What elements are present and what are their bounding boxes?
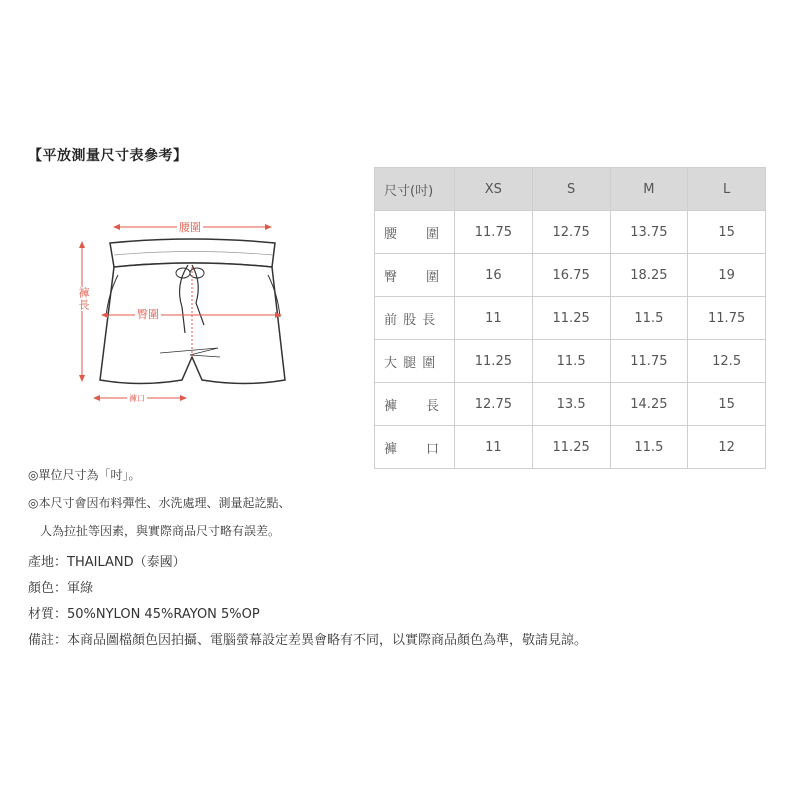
table-cell: 11.25 <box>532 426 610 469</box>
origin-text: 產地：THAILAND（泰國） <box>28 555 186 570</box>
header-xs: XS <box>455 168 533 211</box>
note-unit: ◎單位尺寸為「吋」。 <box>28 468 141 482</box>
table-cell: 15 <box>688 211 766 254</box>
note-variance-cont: 人為拉扯等因素，與實際商品尺寸略有誤差。 <box>28 524 281 538</box>
table-cell: 13.75 <box>610 211 688 254</box>
table-row <box>375 340 766 383</box>
row-label: 褲 口 <box>375 426 455 469</box>
table-cell: 12 <box>688 426 766 469</box>
table-cell: 16.75 <box>532 254 610 297</box>
size-table-header <box>375 168 766 211</box>
size-chart-heading: 【平放測量尺寸表參考】 <box>28 148 188 164</box>
product-info <box>28 550 587 654</box>
hem-label: 褲口 <box>129 394 145 403</box>
table-cell: 13.5 <box>532 383 610 426</box>
table-cell: 11.75 <box>688 297 766 340</box>
header-m: M <box>610 168 688 211</box>
table-cell: 12.5 <box>688 340 766 383</box>
row-label: 褲 長 <box>375 383 455 426</box>
waist-label: 腰圍 <box>179 221 201 234</box>
hip-label: 臀圍 <box>137 308 159 321</box>
table-cell: 11.75 <box>455 211 533 254</box>
length-label: 褲長 <box>77 287 90 311</box>
table-cell: 11.25 <box>532 297 610 340</box>
table-cell: 11.5 <box>610 297 688 340</box>
table-row <box>375 426 766 469</box>
table-cell: 16 <box>455 254 533 297</box>
row-label: 前 股 長 <box>375 297 455 340</box>
header-unit: 尺寸(吋) <box>375 168 455 211</box>
table-cell: 11 <box>455 426 533 469</box>
table-cell: 11.25 <box>455 340 533 383</box>
row-label: 臀 圍 <box>375 254 455 297</box>
row-label: 大 腿 圍 <box>375 340 455 383</box>
remark-text: 備註：本商品圖檔顏色因拍攝、電腦螢幕設定差異會略有不同，以實際商品顏色為準，敬請見諒。 <box>28 633 588 648</box>
material-text: 材質：50%NYLON 45%RAYON 5%OP <box>28 607 260 622</box>
note-variance: ◎本尺寸會因布料彈性、水洗處理、測量起訖點、 <box>28 496 291 510</box>
row-label: 腰 圍 <box>375 211 455 254</box>
table-cell: 18.25 <box>610 254 688 297</box>
table-cell: 12.75 <box>455 383 533 426</box>
shorts-illustration <box>70 215 300 410</box>
size-table <box>374 167 766 469</box>
table-row <box>375 254 766 297</box>
table-cell: 11.75 <box>610 340 688 383</box>
table-cell: 14.25 <box>610 383 688 426</box>
table-row <box>375 211 766 254</box>
table-cell: 15 <box>688 383 766 426</box>
table-cell: 11.5 <box>532 340 610 383</box>
table-cell: 11 <box>455 297 533 340</box>
header-s: S <box>532 168 610 211</box>
size-notes <box>28 461 290 545</box>
header-l: L <box>688 168 766 211</box>
table-cell: 19 <box>688 254 766 297</box>
table-row <box>375 383 766 426</box>
table-row <box>375 297 766 340</box>
table-cell: 12.75 <box>532 211 610 254</box>
table-cell: 11.5 <box>610 426 688 469</box>
color-text: 顏色：軍綠 <box>28 581 94 596</box>
shorts-measurement-diagram <box>70 215 300 410</box>
